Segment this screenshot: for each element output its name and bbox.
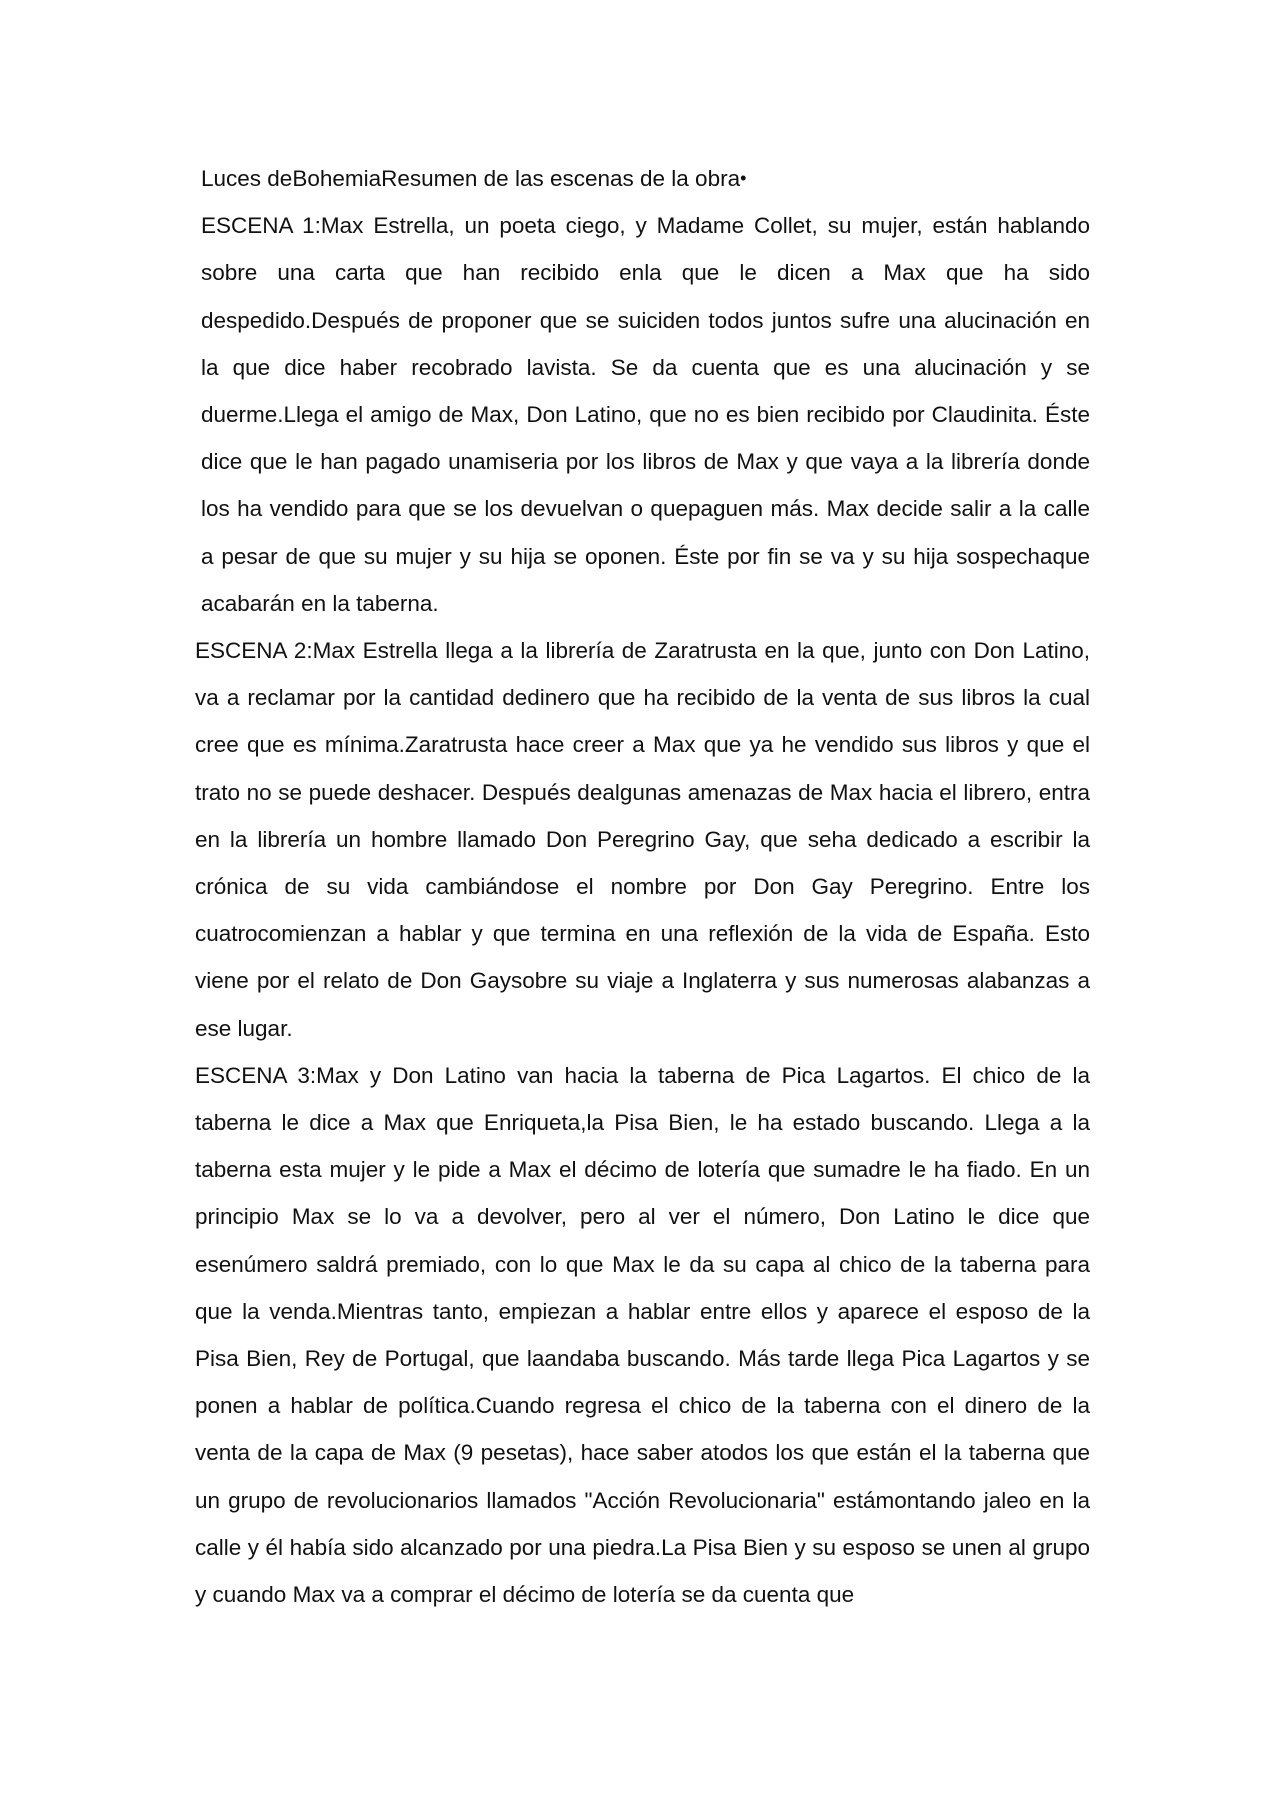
document-title-line	[195, 155, 1090, 202]
paragraph-escena-1: ESCENA 1:Max Estrella, un poeta ciego, y Madame Collet, su mujer, están hablando sobre una carta que han recibido enla que le dicen a Max que ha sido despedido.Después de proponer que se suiciden todos juntos sufre una alucinación en la que dice haber recobrado lavista. Se da cuenta que es una alucinación y se duerme.Llega el amigo de Max, Don Latino, que no es bien recibido por Claudinita. Éste dice que le han pagado unamiseria por los libros de Max y que vaya a la librería donde los ha vendido para que se los devuelvan o quepaguen más. Max decide salir a la calle a pesar de que su mujer y su hija se oponen. Éste por fin se va y su hija sospechaque acabarán en la taberna.	[201, 213, 1090, 616]
title-text: Luces deBohemiaResumen de las escenas de la obra	[201, 166, 741, 191]
paragraph-escena-2: ESCENA 2:Max Estrella llega a la librería de Zaratrusta en la que, junto con Don Latino, va a reclamar por la cantidad dedinero que ha recibido de la venta de sus libros la cual cree que es mínima.Zaratrusta hace creer a Max que ya he vendido sus libros y que el trato no se puede deshacer. Después dealgunas amenazas de Max hacia el librero, entra en la librería un hombre llamado Don Peregrino Gay, que seha dedicado a escribir la crónica de su vida cambiándose el nombre por Don Gay Peregrino. Entre los cuatrocomienzan a hablar y que termina en una reflexión de la vida de España. Esto viene por el relato de Don Gaysobre su viaje a Inglaterra y sus numerosas alabanzas a ese lugar.	[195, 638, 1090, 1041]
document-body	[195, 155, 1090, 1618]
paragraph-escena-3: ESCENA 3:Max y Don Latino van hacia la taberna de Pica Lagartos. El chico de la taberna le dice a Max que Enriqueta,la Pisa Bien, le ha estado buscando. Llega a la taberna esta mujer y le pide a Max el décimo de lotería que sumadre le ha fiado. En un principio Max se lo va a devolver, pero al ver el número, Don Latino le dice que esenúmero saldrá premiado, con lo que Max le da su capa al chico de la taberna para que la venda.Mientras tanto, empiezan a hablar entre ellos y aparece el esposo de la Pisa Bien, Rey de Portugal, que laandaba buscando. Más tarde llega Pica Lagartos y se ponen a hablar de política.Cuando regresa el chico de la taberna con el dinero de la venta de la capa de Max (9 pesetas), hace saber atodos los que están el la taberna que un grupo de revolucionarios llamados "Acción Revolucionaria" estámontando jaleo en la calle y él había sido alcanzado por una piedra.La Pisa Bien y su esposo se unen al grupo y cuando Max va a comprar el décimo de lotería se da cuenta que	[195, 1062, 1090, 1608]
bullet-icon: •	[740, 168, 747, 188]
